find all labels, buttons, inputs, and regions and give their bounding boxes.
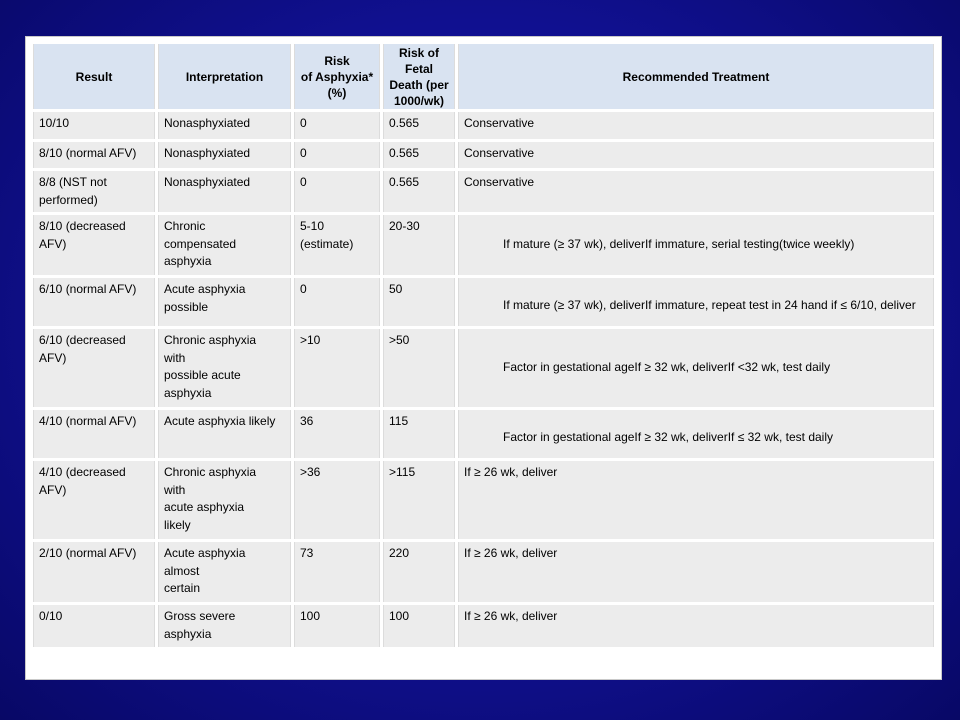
table-row <box>33 329 934 407</box>
cell-risk-asphyxia: 100 <box>294 605 380 647</box>
cell-treatment: If ≥ 26 wk, deliver <box>458 461 934 539</box>
cell-treatment: If ≥ 26 wk, deliver <box>458 542 934 602</box>
table-row <box>33 542 934 602</box>
cell-interpretation: Acute asphyxia likely <box>158 410 291 458</box>
cell-result: 4/10 (decreased AFV) <box>33 461 155 539</box>
cell-result: 2/10 (normal AFV) <box>33 542 155 602</box>
header-row <box>33 44 934 109</box>
cell-risk-asphyxia: 0 <box>294 142 380 168</box>
cell-risk-asphyxia: 36 <box>294 410 380 458</box>
cell-result: 8/10 (decreased AFV) <box>33 215 155 275</box>
cell-interpretation: Gross severe asphyxia <box>158 605 291 647</box>
cell-risk-fetal-death: >115 <box>383 461 455 539</box>
cell-risk-fetal-death: 50 <box>383 278 455 326</box>
cell-interpretation: Acute asphyxia almost certain <box>158 542 291 602</box>
cell-result: 10/10 <box>33 112 155 139</box>
cell-risk-fetal-death: 20-30 <box>383 215 455 275</box>
table-row <box>33 112 934 139</box>
cell-risk-asphyxia: 73 <box>294 542 380 602</box>
cell-risk-asphyxia: >36 <box>294 461 380 539</box>
table-row <box>33 171 934 212</box>
cell-risk-fetal-death: >50 <box>383 329 455 407</box>
cell-risk-fetal-death: 0.565 <box>383 171 455 212</box>
cell-risk-asphyxia: 0 <box>294 278 380 326</box>
table-row <box>33 278 934 326</box>
cell-risk-fetal-death: 0.565 <box>383 142 455 168</box>
cell-result: 8/8 (NST not performed) <box>33 171 155 212</box>
cell-risk-fetal-death: 0.565 <box>383 112 455 139</box>
cell-interpretation: Chronic asphyxia with possible acute asphyxia <box>158 329 291 407</box>
table-row <box>33 461 934 539</box>
cell-interpretation: Chronic asphyxia with acute asphyxia likely <box>158 461 291 539</box>
cell-result: 6/10 (normal AFV) <box>33 278 155 326</box>
cell-risk-asphyxia: 5-10 (estimate) <box>294 215 380 275</box>
cell-interpretation: Nonasphyxiated <box>158 171 291 212</box>
cell-risk-fetal-death: 220 <box>383 542 455 602</box>
cell-interpretation: Acute asphyxia possible <box>158 278 291 326</box>
biophysical-profile-table <box>30 41 937 650</box>
header-interpretation: Interpretation <box>158 44 291 109</box>
table-row <box>33 410 934 458</box>
cell-treatment: Factor in gestational ageIf ≥ 32 wk, deliverIf ≤ 32 wk, test daily <box>458 410 934 458</box>
cell-risk-asphyxia: 0 <box>294 112 380 139</box>
cell-treatment: Conservative <box>458 142 934 168</box>
cell-result: 8/10 (normal AFV) <box>33 142 155 168</box>
cell-treatment: Conservative <box>458 171 934 212</box>
cell-risk-fetal-death: 100 <box>383 605 455 647</box>
table-frame <box>25 36 942 680</box>
cell-result: 6/10 (decreased AFV) <box>33 329 155 407</box>
cell-result: 4/10 (normal AFV) <box>33 410 155 458</box>
header-risk-asphyxia: Risk of Asphyxia* (%) <box>294 44 380 109</box>
cell-treatment: If mature (≥ 37 wk), deliverIf immature, serial testing(twice weekly) <box>458 215 934 275</box>
table-row <box>33 605 934 647</box>
cell-risk-asphyxia: 0 <box>294 171 380 212</box>
cell-result: 0/10 <box>33 605 155 647</box>
cell-treatment: If ≥ 26 wk, deliver <box>458 605 934 647</box>
cell-interpretation: Nonasphyxiated <box>158 142 291 168</box>
cell-treatment: Factor in gestational ageIf ≥ 32 wk, deliverIf <32 wk, test daily <box>458 329 934 407</box>
cell-treatment: Conservative <box>458 112 934 139</box>
header-risk-fetal-death: Risk of Fetal Death (per 1000/wk) <box>383 44 455 109</box>
cell-treatment: If mature (≥ 37 wk), deliverIf immature, repeat test in 24 hand if ≤ 6/10, deliver <box>458 278 934 326</box>
cell-risk-asphyxia: >10 <box>294 329 380 407</box>
table-row <box>33 142 934 168</box>
table-row <box>33 215 934 275</box>
header-result: Result <box>33 44 155 109</box>
cell-interpretation: Chronic compensated asphyxia <box>158 215 291 275</box>
cell-risk-fetal-death: 115 <box>383 410 455 458</box>
cell-interpretation: Nonasphyxiated <box>158 112 291 139</box>
header-treatment: Recommended Treatment <box>458 44 934 109</box>
